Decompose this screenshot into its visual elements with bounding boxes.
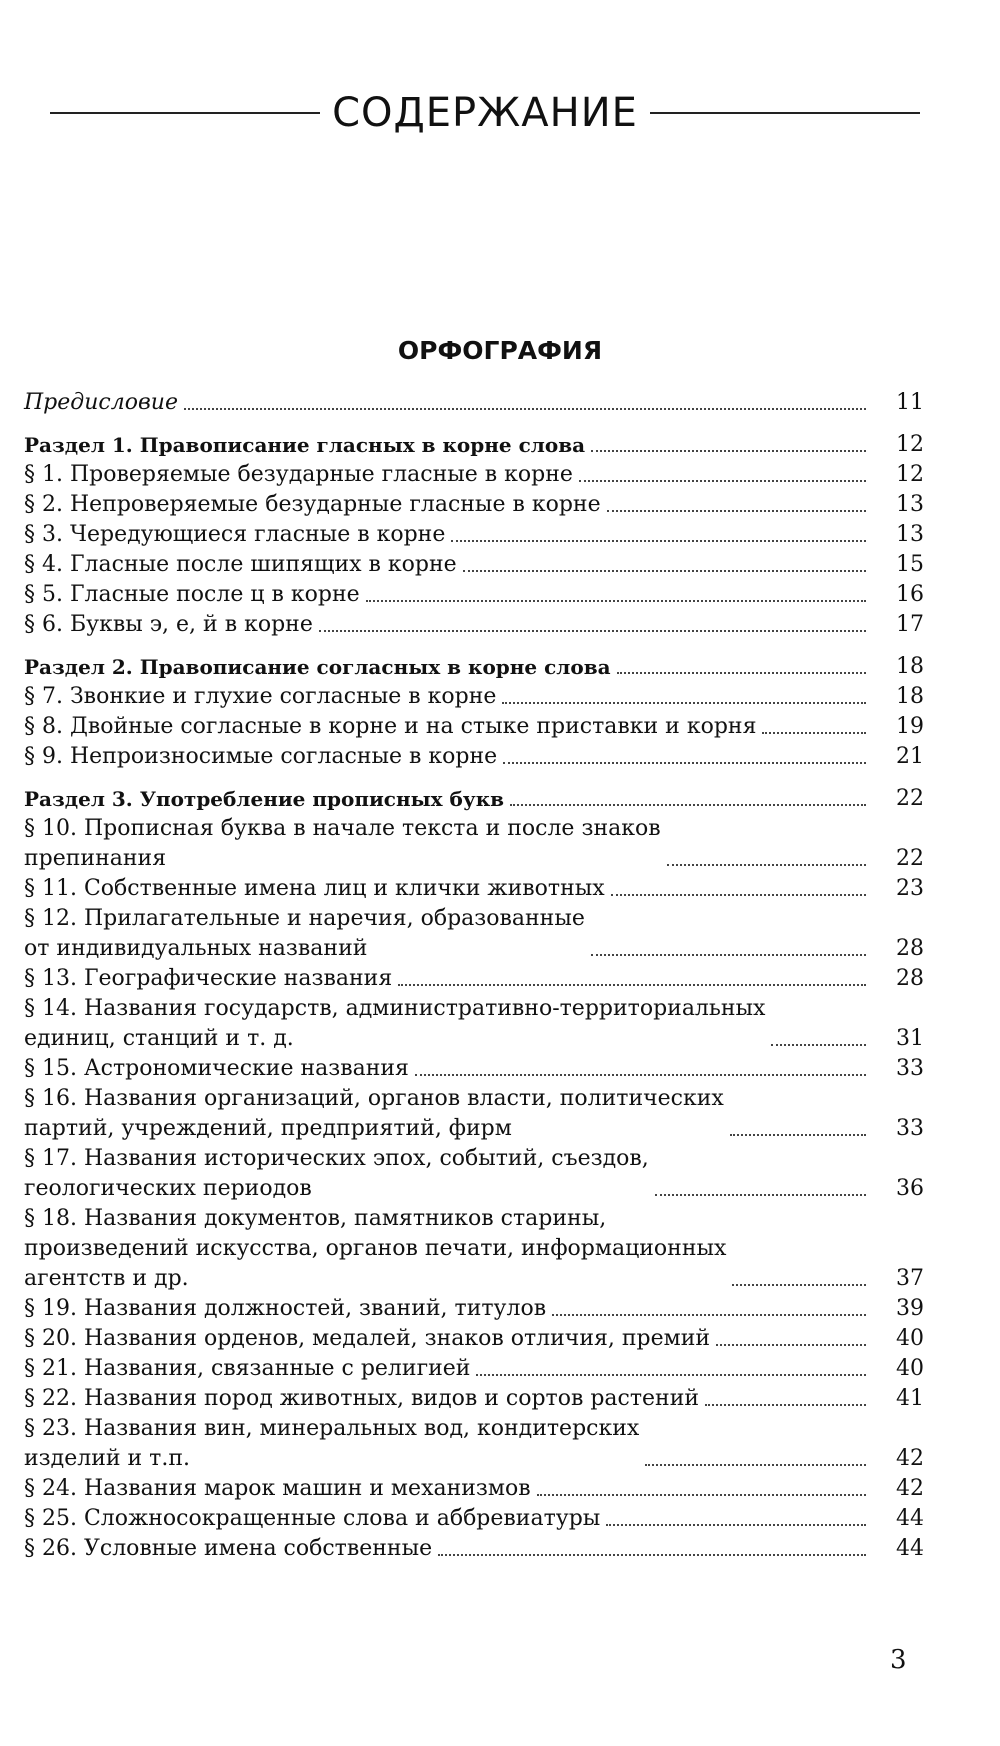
toc-entry-page: 13: [896, 522, 924, 547]
dot-leader: [607, 510, 866, 512]
toc-entry-page: 18: [896, 654, 924, 679]
toc-entry[interactable]: [24, 712, 924, 742]
dot-leader: [771, 1044, 866, 1046]
toc-entry-page: 28: [896, 936, 924, 961]
toc-entry[interactable]: [24, 1534, 924, 1564]
toc-entry-page: 28: [896, 966, 924, 991]
toc-entry-label: Раздел 2. Правописание согласных в корне слова: [24, 655, 611, 679]
dot-leader: [591, 954, 866, 956]
dot-leader: [645, 1464, 866, 1466]
toc-entry[interactable]: [24, 610, 924, 640]
dot-leader: [503, 762, 866, 764]
toc-entry[interactable]: [24, 520, 924, 550]
dot-leader: [184, 408, 866, 410]
dot-leader: [762, 732, 866, 734]
toc-entry-page: 11: [896, 390, 924, 415]
header-rule-left: [50, 112, 320, 114]
toc-entry-page: 19: [896, 714, 924, 739]
page-title: СОДЕРЖАНИЕ: [332, 90, 638, 136]
toc-entry-label: § 18. Названия документов, памятников старины, произведений искусства, органов печати, информационных агентств и др.: [24, 1206, 727, 1291]
toc-entry-label: § 2. Непроверяемые безударные гласные в корне: [24, 492, 601, 517]
toc-entry-page: 22: [896, 786, 924, 811]
toc-entry-page: 44: [896, 1506, 924, 1531]
toc-entry[interactable]: [24, 1354, 924, 1384]
toc-entry-label: § 26. Условные имена собственные: [24, 1536, 433, 1561]
toc-entry-page: 37: [896, 1266, 924, 1291]
dot-leader: [463, 570, 866, 572]
toc-entry-page: 23: [896, 876, 924, 901]
toc-entry-label: § 6. Буквы э, е, й в корне: [24, 612, 313, 637]
page-number: 3: [890, 1645, 907, 1675]
dot-leader: [438, 1554, 866, 1556]
toc-entry-page: 18: [896, 684, 924, 709]
dot-leader: [415, 1074, 866, 1076]
toc-entry-label: § 3. Чередующиеся гласные в корне: [24, 522, 446, 547]
contents-header: [50, 78, 920, 148]
toc-entry-label: § 11. Собственные имена лиц и клички животных: [24, 876, 605, 901]
toc-entry[interactable]: [24, 1054, 924, 1084]
toc-entry-label: § 8. Двойные согласные в корне и на стыке приставки и корня: [24, 714, 757, 739]
toc-entry-label: § 5. Гласные после ц в корне: [24, 582, 360, 607]
toc-entry-page: 40: [896, 1356, 924, 1381]
dot-leader: [730, 1134, 866, 1136]
dot-leader: [552, 1314, 866, 1316]
toc-entry[interactable]: [24, 994, 924, 1054]
toc-section-entry[interactable]: [24, 430, 924, 460]
toc-entry-label: § 16. Названия организаций, органов власти, политических партий, учреждений, предприятий, фирм: [24, 1086, 724, 1141]
toc-entry-page: 15: [896, 552, 924, 577]
toc-entry-label: § 21. Названия, связанные с религией: [24, 1356, 471, 1381]
toc-entry[interactable]: [24, 814, 924, 874]
toc-entry[interactable]: [24, 550, 924, 580]
toc-entry-page: 12: [896, 432, 924, 457]
toc-entry-label: § 23. Названия вин, минеральных вод, кондитерских изделий и т.п.: [24, 1416, 640, 1471]
header-rule-right: [650, 112, 920, 114]
toc-entry-label: § 1. Проверяемые безударные гласные в корне: [24, 462, 573, 487]
toc-entry-page: 33: [896, 1116, 924, 1141]
dot-leader: [537, 1494, 866, 1496]
dot-leader: [510, 804, 866, 806]
toc-entry[interactable]: [24, 1144, 924, 1204]
toc-entry-label: § 13. Географические названия: [24, 966, 393, 991]
toc-entry[interactable]: [24, 388, 924, 418]
toc-entry[interactable]: [24, 742, 924, 772]
toc-entry-page: 13: [896, 492, 924, 517]
dot-leader: [451, 540, 866, 542]
toc-entry[interactable]: [24, 1504, 924, 1534]
toc-entry[interactable]: [24, 1294, 924, 1324]
toc-entry-label: § 7. Звонкие и глухие согласные в корне: [24, 684, 497, 709]
dot-leader: [732, 1284, 866, 1286]
toc-entry-page: 44: [896, 1536, 924, 1561]
toc-entry[interactable]: [24, 904, 924, 964]
dot-leader: [502, 702, 866, 704]
dot-leader: [705, 1404, 866, 1406]
dot-leader: [579, 480, 866, 482]
toc-entry-label: § 17. Названия исторических эпох, событий, съездов, геологических периодов: [24, 1146, 649, 1201]
toc-entry[interactable]: [24, 874, 924, 904]
toc-entry-label: § 14. Названия государств, административно-территориальных единиц, станций и т. д.: [24, 996, 766, 1051]
toc-entry[interactable]: [24, 1204, 924, 1294]
toc-entry-label: Раздел 3. Употребление прописных букв: [24, 787, 505, 811]
toc-entry-page: 31: [896, 1026, 924, 1051]
toc-entry-page: 42: [896, 1476, 924, 1501]
toc-entry[interactable]: [24, 490, 924, 520]
table-of-contents: [24, 388, 924, 1564]
toc-entry-page: 36: [896, 1176, 924, 1201]
dot-leader: [655, 1194, 866, 1196]
toc-entry[interactable]: [24, 1414, 924, 1474]
toc-entry[interactable]: [24, 964, 924, 994]
toc-entry-page: 21: [896, 744, 924, 769]
toc-section-entry[interactable]: [24, 652, 924, 682]
toc-entry-label: § 4. Гласные после шипящих в корне: [24, 552, 457, 577]
toc-entry-page: 42: [896, 1446, 924, 1471]
toc-entry-page: 41: [896, 1386, 924, 1411]
dot-leader: [476, 1374, 866, 1376]
toc-entry-label: § 12. Прилагательные и наречия, образованные от индивидуальных названий: [24, 906, 585, 961]
toc-entry[interactable]: [24, 1474, 924, 1504]
dot-leader: [606, 1524, 866, 1526]
toc-entry-page: 16: [896, 582, 924, 607]
dot-leader: [667, 864, 866, 866]
toc-entry-label: § 24. Названия марок машин и механизмов: [24, 1476, 531, 1501]
toc-entry-label: § 25. Сложносокращенные слова и аббревиатуры: [24, 1506, 601, 1531]
toc-entry-page: 39: [896, 1296, 924, 1321]
toc-entry-label: § 22. Названия пород животных, видов и сортов растений: [24, 1386, 700, 1411]
toc-entry-label: Предисловие: [24, 390, 178, 415]
toc-entry-label: § 9. Непроизносимые согласные в корне: [24, 744, 498, 769]
dot-leader: [591, 450, 866, 452]
part-title: ОРФОГРАФИЯ: [397, 336, 603, 365]
toc-entry[interactable]: [24, 1324, 924, 1354]
toc-entry-page: 17: [896, 612, 924, 637]
toc-section-entry[interactable]: [24, 784, 924, 814]
toc-entry[interactable]: [24, 682, 924, 712]
toc-entry-page: 33: [896, 1056, 924, 1081]
toc-entry[interactable]: [24, 1384, 924, 1414]
toc-entry-label: § 19. Названия должностей, званий, титулов: [24, 1296, 547, 1321]
dot-leader: [611, 894, 866, 896]
toc-entry-page: 12: [896, 462, 924, 487]
toc-entry-page: 22: [896, 846, 924, 871]
toc-entry-label: § 15. Астрономические названия: [24, 1056, 409, 1081]
dot-leader: [398, 984, 866, 986]
dot-leader: [319, 630, 866, 632]
dot-leader: [617, 672, 866, 674]
toc-entry-page: 40: [896, 1326, 924, 1351]
toc-entry[interactable]: [24, 580, 924, 610]
toc-entry-label: § 10. Прописная буква в начале текста и после знаков препинания: [24, 816, 661, 871]
toc-entry-label: Раздел 1. Правописание гласных в корне слова: [24, 433, 586, 457]
toc-entry[interactable]: [24, 1084, 924, 1144]
dot-leader: [716, 1344, 866, 1346]
toc-entry-label: § 20. Названия орденов, медалей, знаков отличия, премий: [24, 1326, 711, 1351]
toc-entry[interactable]: [24, 460, 924, 490]
dot-leader: [366, 600, 866, 602]
